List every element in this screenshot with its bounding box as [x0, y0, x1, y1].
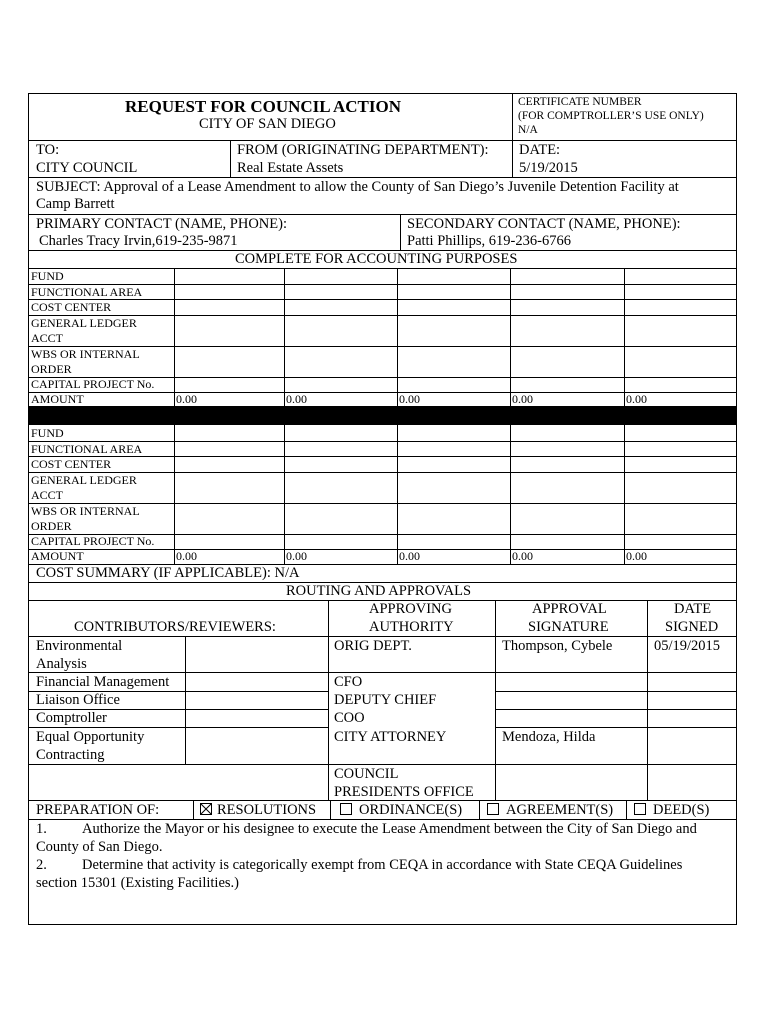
- grid-line: [185, 636, 186, 764]
- action-1-text: Authorize the Mayor or his designee to execute the Lease Amendment between the City of San Diego and: [82, 821, 697, 837]
- grid-line: [29, 636, 736, 637]
- city-name: CITY OF SAN DIEGO: [199, 116, 336, 132]
- routing-heading: ROUTING AND APPROVALS: [286, 583, 472, 599]
- amount-value: 0.00: [512, 549, 533, 563]
- cost-summary: COST SUMMARY (IF APPLICABLE): N/A: [36, 565, 300, 581]
- date-orig-dept: 05/19/2015: [654, 638, 721, 654]
- reviewer-comptroller: Comptroller: [36, 710, 107, 726]
- divider: [626, 800, 627, 819]
- row-amount: AMOUNT: [31, 549, 84, 563]
- grid-line: [397, 268, 398, 406]
- row-wbs: WBS OR INTERNAL: [31, 504, 140, 518]
- rule: [29, 140, 736, 141]
- amount-value: 0.00: [399, 392, 420, 406]
- grid-line: [624, 268, 625, 406]
- amount-value: 0.00: [626, 549, 647, 563]
- grid-line: [495, 709, 736, 710]
- date-label: DATE:: [519, 142, 561, 158]
- reviewer-liaison: Liaison Office: [36, 692, 120, 708]
- secondary-contact-label: SECONDARY CONTACT (NAME, PHONE):: [407, 216, 681, 232]
- action-1-number: 1.: [36, 821, 47, 837]
- grid-line: [647, 600, 648, 800]
- action-2-number: 2.: [36, 857, 47, 873]
- reviewer-contracting: Contracting: [36, 747, 105, 763]
- row-functional-area: FUNCTIONAL AREA: [31, 285, 143, 299]
- ordinance-checkbox[interactable]: [340, 803, 352, 815]
- row-order: ORDER: [31, 362, 72, 376]
- authority-cfo: CFO: [334, 674, 363, 690]
- grid-line: [328, 600, 329, 800]
- section-separator-bar: [29, 406, 736, 425]
- preparation-label: PREPARATION OF:: [36, 802, 160, 818]
- row-capital-project: CAPITAL PROJECT No.: [31, 534, 155, 548]
- action-2-text-cont: section 15301 (Existing Facilities.): [36, 875, 239, 891]
- row-capital-project: CAPITAL PROJECT No.: [31, 377, 155, 391]
- row-cost-center: COST CENTER: [31, 300, 112, 314]
- council-action-form: [28, 93, 737, 925]
- amount-value: 0.00: [512, 392, 533, 406]
- rule: [29, 800, 736, 801]
- option-deed: DEED(S): [653, 802, 710, 818]
- row-amount: AMOUNT: [31, 392, 84, 406]
- rule: [29, 214, 736, 215]
- col-contributors: CONTRIBUTORS/REVIEWERS:: [74, 619, 276, 635]
- reviewer-financial: Financial Management: [36, 674, 170, 690]
- option-agreement: AGREEMENT(S): [506, 802, 614, 818]
- resolutions-checkbox[interactable]: [200, 803, 212, 815]
- col-approving-2: AUTHORITY: [369, 619, 454, 635]
- option-ordinance: ORDINANCE(S): [359, 802, 463, 818]
- authority-orig-dept: ORIG DEPT.: [334, 638, 412, 654]
- signature-orig-dept: Thompson, Cybele: [502, 638, 613, 654]
- row-general-ledger: GENERAL LEDGER: [31, 316, 137, 330]
- authority-deputy-chief: DEPUTY CHIEF: [334, 692, 437, 708]
- row-fund: FUND: [31, 269, 64, 283]
- amount-value: 0.00: [176, 392, 197, 406]
- action-2-text: Determine that activity is categorically exempt from CEQA in accordance with State CEQA Guidelines: [82, 857, 683, 873]
- authority-presidents-office: PRESIDENTS OFFICE: [334, 784, 474, 800]
- from-label: FROM (ORIGINATING DEPARTMENT):: [237, 142, 489, 158]
- to-label: TO:: [36, 142, 60, 158]
- check-x-icon: [201, 804, 211, 814]
- row-acct: ACCT: [31, 331, 64, 345]
- divider: [193, 800, 194, 819]
- grid-line: [495, 691, 736, 692]
- amount-value: 0.00: [286, 392, 307, 406]
- certificate-note: (FOR COMPTROLLER’S USE ONLY): [518, 110, 704, 122]
- subject-line-1: SUBJECT: Approval of a Lease Amendment to allow the County of San Diego’s Juvenile Detention Facility at: [36, 179, 679, 195]
- amount-value: 0.00: [286, 549, 307, 563]
- amount-value: 0.00: [176, 549, 197, 563]
- rule: [29, 177, 736, 178]
- deed-checkbox[interactable]: [634, 803, 646, 815]
- amount-value: 0.00: [626, 392, 647, 406]
- date-value: 5/19/2015: [519, 160, 578, 176]
- reviewer-environmental: Environmental: [36, 638, 123, 654]
- form-title: REQUEST FOR COUNCIL ACTION: [125, 97, 401, 116]
- col-date-2: SIGNED: [665, 619, 719, 635]
- grid-line: [174, 425, 175, 564]
- divider: [479, 800, 480, 819]
- col-signature-1: APPROVAL: [532, 601, 607, 617]
- grid-line: [29, 299, 736, 300]
- grid-line: [284, 425, 285, 564]
- divider: [230, 140, 231, 177]
- divider: [512, 140, 513, 177]
- row-cost-center: COST CENTER: [31, 457, 112, 471]
- authority-city-attorney: CITY ATTORNEY: [334, 729, 447, 745]
- grid-line: [495, 600, 496, 800]
- agreement-checkbox[interactable]: [487, 803, 499, 815]
- row-order: ORDER: [31, 519, 72, 533]
- amount-value: 0.00: [399, 549, 420, 563]
- grid-line: [29, 727, 328, 728]
- primary-contact-label: PRIMARY CONTACT (NAME, PHONE):: [36, 216, 287, 232]
- certificate-value: N/A: [518, 124, 538, 136]
- grid-line: [29, 764, 736, 765]
- grid-line: [624, 425, 625, 564]
- action-1-text-cont: County of San Diego.: [36, 839, 163, 855]
- header-divider: [512, 94, 513, 140]
- reviewer-analysis: Analysis: [36, 656, 87, 672]
- accounting-heading: COMPLETE FOR ACCOUNTING PURPOSES: [235, 251, 518, 267]
- authority-council: COUNCIL: [334, 766, 399, 782]
- authority-coo: COO: [334, 710, 365, 726]
- grid-line: [510, 425, 511, 564]
- from-value: Real Estate Assets: [237, 160, 344, 176]
- signature-city-attorney: Mendoza, Hilda: [502, 729, 596, 745]
- divider: [330, 800, 331, 819]
- col-signature-2: SIGNATURE: [528, 619, 609, 635]
- divider: [400, 214, 401, 250]
- secondary-contact-value: Patti Phillips, 619-236-6766: [407, 233, 571, 249]
- subject-line-2: Camp Barrett: [36, 196, 115, 212]
- rule: [29, 268, 736, 269]
- primary-contact-value: Charles Tracy Irvin,619-235-9871: [39, 233, 238, 249]
- grid-line: [284, 268, 285, 406]
- row-fund: FUND: [31, 426, 64, 440]
- row-acct: ACCT: [31, 488, 64, 502]
- col-date-1: DATE: [674, 601, 712, 617]
- certificate-label: CERTIFICATE NUMBER: [518, 96, 642, 108]
- grid-line: [29, 672, 736, 673]
- reviewer-equal-opportunity: Equal Opportunity: [36, 729, 145, 745]
- grid-line: [29, 456, 736, 457]
- col-approving-1: APPROVING: [369, 601, 452, 617]
- row-general-ledger: GENERAL LEDGER: [31, 473, 137, 487]
- row-wbs: WBS OR INTERNAL: [31, 347, 140, 361]
- grid-line: [510, 268, 511, 406]
- row-functional-area: FUNCTIONAL AREA: [31, 442, 143, 456]
- rule: [29, 819, 736, 820]
- to-value: CITY COUNCIL: [36, 160, 138, 176]
- grid-line: [174, 268, 175, 406]
- grid-line: [397, 425, 398, 564]
- option-resolutions: RESOLUTIONS: [217, 802, 317, 818]
- grid-line: [495, 727, 736, 728]
